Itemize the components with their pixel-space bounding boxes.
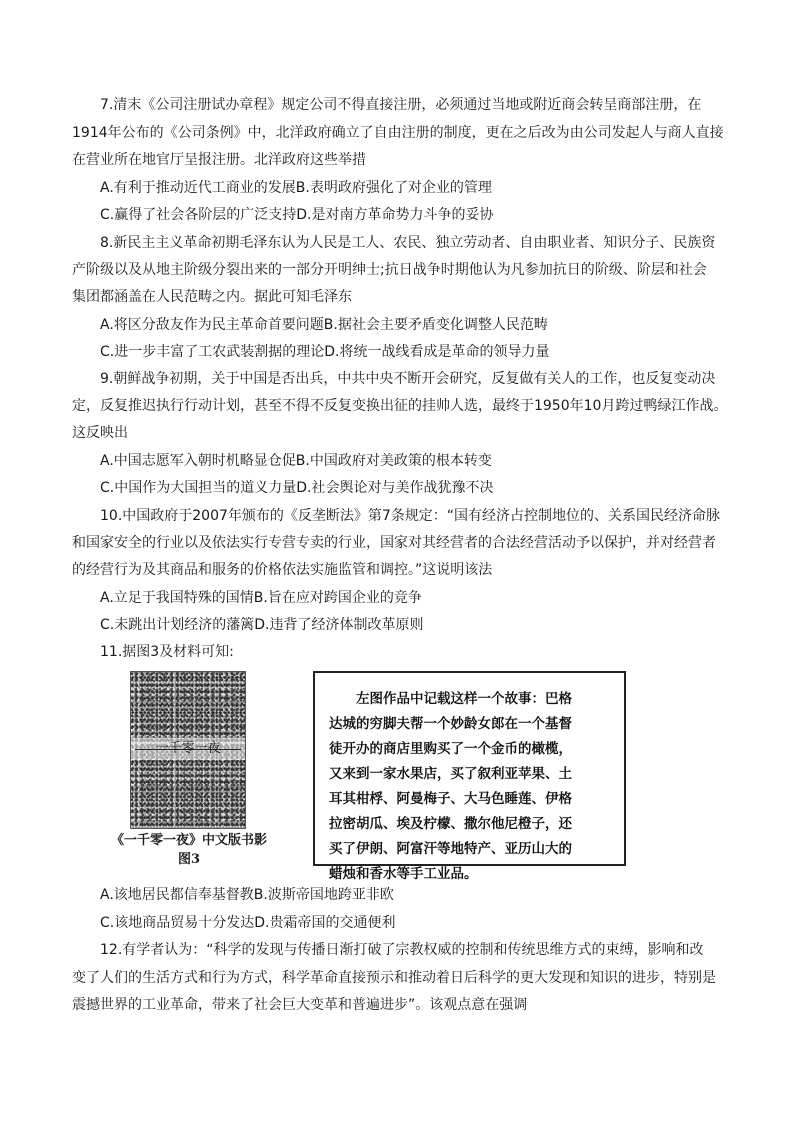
q7-option-line-1: A.有利于推动近代工商业的发展B.表明政府强化了对企业的管理 xyxy=(100,180,492,196)
material-line: 拉密胡瓜、埃及柠檬、撒尔他尼橙子，还 xyxy=(329,816,572,832)
q12-stem-line-3: 震撼世界的工业革命，带来了社会巨大变革和普遍进步”。该观点意在强调 xyxy=(72,997,528,1013)
figure-label: 图3 xyxy=(177,852,201,867)
q8-stem-line-1: 8.新民主主义革命初期毛泽东认为人民是工人、农民、独立劳动者、自由职业者、知识分子、民族资 xyxy=(100,235,716,251)
book-cover-title: 一千零一夜 xyxy=(131,738,245,760)
q9-option-line-1: A.中国志愿军入朝时机略显仓促B.中国政府对美政策的根本转变 xyxy=(100,453,492,469)
material-line: 达城的穷脚夫帮一个妙龄女郎在一个基督 xyxy=(329,716,572,732)
q10-stem-line-2: 和国家安全的行业以及依法实行专营专卖的行业，国家对其经营者的合法经营活动予以保护，并对经营者 xyxy=(72,535,716,551)
q9-stem-line-2: 定，反复推迟执行行动计划，甚至不得不反复变换出征的挂帅人选，最终于1950年10月跨过鸭绿江作战。 xyxy=(72,398,728,414)
q10-stem-line-3: 的经营行为及其商品和服务的价格依法实施监管和调控。”这说明该法 xyxy=(72,562,493,578)
q7-stem-line-3: 在营业所在地官厅呈报注册。北洋政府这些举措 xyxy=(72,152,366,168)
material-line: 左图作品中记载这样一个故事：巴格 xyxy=(329,691,572,707)
q8-option-line-1: A.将区分敌友作为民主革命首要问题B.据社会主要矛盾变化调整人民范畴 xyxy=(100,317,548,333)
q7-option-line-2: C.赢得了社会各阶层的广泛支持D.是对南方革命势力斗争的妥协 xyxy=(100,207,494,223)
material-line: 蜡烛和香水等手工业品。 xyxy=(329,866,478,882)
q10-stem-line-1: 10.中国政府于2007年颁布的《反垄断法》第7条规定：“国有经济占控制地位的、关系国民经济命脉 xyxy=(100,508,721,524)
q9-stem-line-3: 这反映出 xyxy=(72,425,128,441)
q12-stem-line-2: 变了人们的生活方式和行为方式，科学革命直接预示和推动着日后科学的更大发现和知识的进步，特别是 xyxy=(72,970,716,986)
material-line: 耳其柑桴、阿曼梅子、大马色睡莲、伊格 xyxy=(329,791,572,807)
q8-stem-line-3: 集团都涵盖在人民范畴之内。据此可知毛泽东 xyxy=(72,289,352,305)
q10-option-line-1: A.立足于我国特殊的国情B.旨在应对跨国企业的竞争 xyxy=(100,590,422,606)
book-cover-image xyxy=(130,671,246,829)
q11-option-line-2: C.该地商品贸易十分发达D.贵霜帝国的交通便利 xyxy=(100,915,396,931)
q11-option-line-1: A.该地居民都信奉基督教B.波斯帝国地跨亚非欧 xyxy=(100,887,394,903)
q11-stem-line-1: 11.据图3及材料可知: xyxy=(100,644,234,660)
q12-stem-line-1: 12.有学者认为：“科学的发现与传播日渐打破了宗教权威的控制和传统思维方式的束缚，影响和改 xyxy=(100,942,704,958)
material-line: 买了伊朗、阿富汗等地特产、亚历山大的 xyxy=(329,841,572,857)
q7-stem-line-2: 1914年公布的《公司条例》中，北洋政府确立了自由注册的制度，更在之后改为由公司发起人与商人直接 xyxy=(72,125,724,141)
q8-stem-line-2: 产阶级以及从地主阶级分裂出来的一部分开明绅士;抗日战争时期他认为凡参加抗日的阶级、阶层和社会 xyxy=(72,262,707,278)
q9-option-line-2: C.中国作为大国担当的道义力量D.社会舆论对与美作战犹豫不决 xyxy=(100,480,494,496)
figure-caption: 《一千零一夜》中文版书影 xyxy=(110,833,267,848)
q7-stem-line-1: 7.清末《公司注册试办章程》规定公司不得直接注册，必须通过当地或附近商会转呈商部注册，在 xyxy=(100,97,702,113)
q10-option-line-2: C.未跳出计划经济的藩篱D.违背了经济体制改革原则 xyxy=(100,617,424,633)
q9-stem-line-1: 9.朝鲜战争初期，关于中国是否出兵，中共中央不断开会研究，反复做有关人的工作，也反复变动决 xyxy=(100,371,716,387)
material-line: 又来到一家水果店，买了叙利亚苹果、土 xyxy=(329,766,572,782)
material-text-box xyxy=(313,671,626,882)
material-line: 徒开办的商店里购买了一个金币的橄榄， xyxy=(329,741,572,757)
q8-option-line-2: C.进一步丰富了工农武装割据的理论D.将统一战线看成是革命的领导力量 xyxy=(100,344,550,360)
